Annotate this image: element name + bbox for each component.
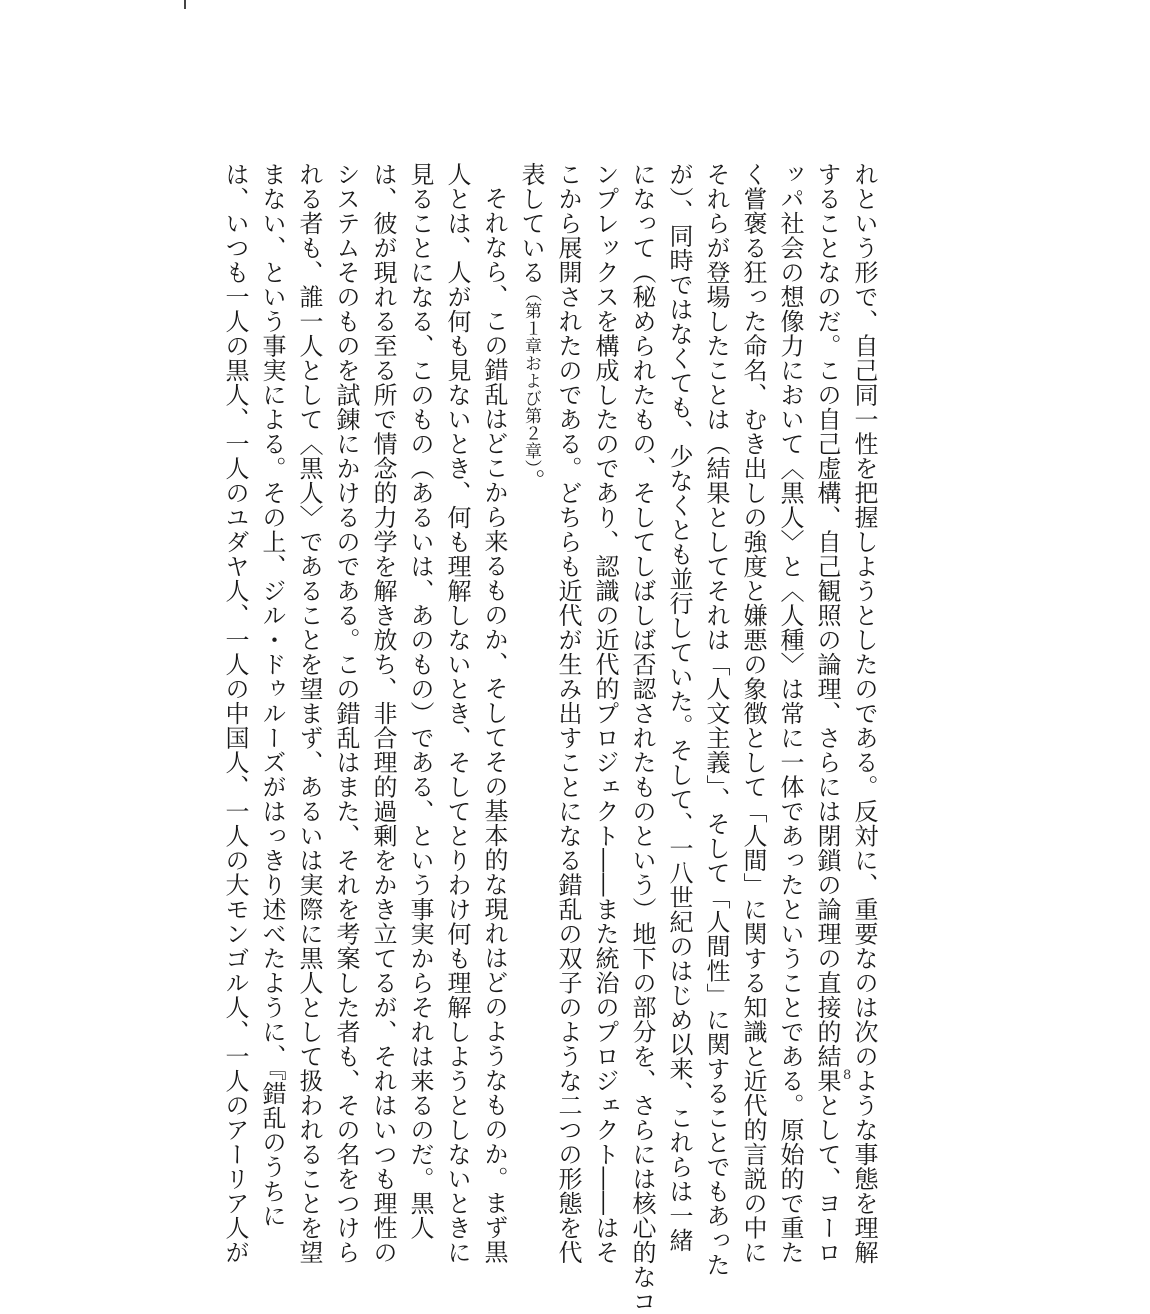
page-number: 8 [843,1068,852,1083]
text-line: ンプレックスを構成したのであり、認識の近代的プロジェクト――また統治のプロジェクト――はそ [591,162,619,1265]
line-end-punct: 。 [517,468,545,493]
text-line: は、彼が現れる至る所で情念的力学を解き放ち、非合理的過剰をかき立てるが、それはいつも理性の [369,162,397,1265]
text-line: それらが登場したことは（結果としてそれは「人文主義」、そして「人間性」に関することでもあった [702,162,730,1277]
text-line: 人とは、人が何も見ないとき、何も理解しないとき、そしてとりわけ何も理解しようとしないときに [443,162,471,1265]
corner-crop-mark [184,0,186,9]
text-line: ッパ社会の想像力において〈黒人〉と〈人種〉は常に一体であったということである。原始的で重た [776,162,804,1265]
text-line: 見ることになる、このもの（あるいは、あのもの）である、という事実からそれは来るのだ。黒人 [406,162,434,1240]
text-line: れる者も、誰一人として〈黒人〉であることを望まず、あるいは実際に黒人として扱われることを望 [295,162,323,1265]
text-line: システムそのものを試錬にかけるのである。この錯乱はまた、それを考案した者も、その名をつけら [332,162,360,1265]
text-line: することなのだ。この自己虚構、自己観照の論理、さらには閉鎖の論理の直接的結果として、ヨーロ [813,162,841,1265]
text-line: れという形で、自己同一性を把握しようとしたのである。反対に、重要なのは次のような事態を理解 [850,162,878,1265]
line-text: 表している [517,162,545,285]
chapter-citation: （第１章および第２章） [521,284,541,469]
text-line: は、いつも一人の黒人、一人のユダヤ人、一人の中国人、一人の大モンゴル人、一人のアーリア人が [221,162,249,1265]
text-line: が）、同時ではなくても、少なくとも並行していた。そして、一八世紀のはじめ以来、これらは一緒 [665,162,693,1253]
paragraph-first-line: それなら、この錯乱はどこから来るものか、そしてその基本的な現れはどのようなものか。まず黒 [480,186,508,1264]
text-line-with-citation [512,162,549,1042]
text-line: こから展開されたのである。どちらも近代が生み出すことになる錯乱の双子のような二つの形態を代 [554,162,582,1265]
text-line: になって（秘められたもの、そしてしばしば否認されたものという）地下の部分を、さらには核心的なコ [628,162,656,1314]
text-line: まない、という事実による。その上、ジル・ドゥルーズがはっきり述べたように、『錯乱のうちに [258,162,286,1228]
text-line: く嘗褒る狂った命名、むき出しの強度と嫌悪の象徴として「人間」に関する知識と近代的言説の中に [739,162,767,1265]
body-text [221,162,882,1314]
